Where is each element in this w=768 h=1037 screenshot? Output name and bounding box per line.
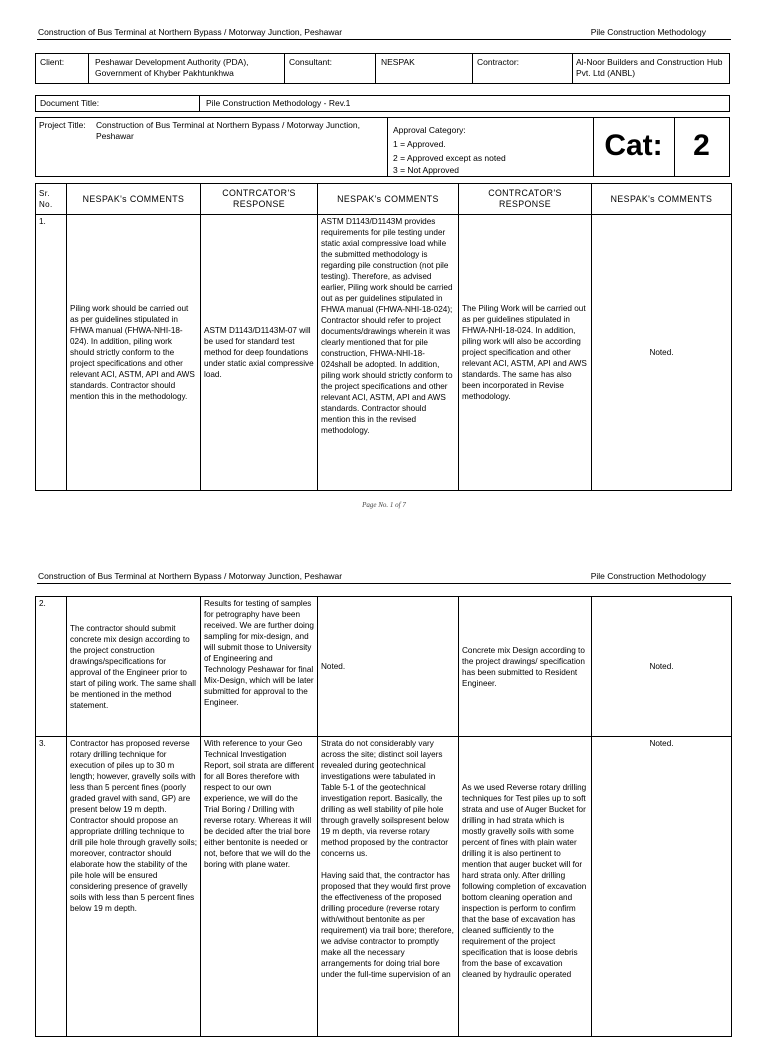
approval-option-1: 1 = Approved. <box>393 139 446 149</box>
nespak-comment-2: ASTM D1143/D1143M provides requirements for pile testing under static axial compressive load while the submitted methodology is regarding pile construction (not pile testing). Therefore, as advised earlier, Piling work should be carried out as per guidelines stipulated in FHWA manual (FHWA-NHI-18-024); Contractor should refer to project documents/drawings wherein it was clearly mentioned that for pile construction, FHWA-NHI-18-024shall be adopted. In addition, piling work should strictly conform to the project specifications and other relevant ACI, ASTM, API and AWS standards. Contractor should mention this in the revised methodology. <box>318 215 459 491</box>
cat-value: 2 <box>693 129 710 162</box>
client-value: Peshawar Development Authority (PDA), Government of Khyber Pakhtunkhwa <box>95 57 249 78</box>
nespak-comment-3: Noted. <box>592 737 732 1037</box>
col-sr-header: Sr. No. <box>36 184 67 215</box>
col-contractor-response-1: CONTRCATOR'S RESPONSE <box>201 184 318 215</box>
approval-option-3: 3 = Not Approved <box>393 165 459 175</box>
nespak-comment-2-para-1: Strata do not considerably vary across the site; distinct soil layers revealed during geotechnical investigations were tabulated in Table 5-1 of the geotechnical investigation report. Basically, the drilling as well stability of pile hole through gravelly soilspresent below 19 m depth, via reverse rotary method proposed by the contractor concerns us. <box>321 739 449 858</box>
nespak-comment-2: Noted. <box>318 597 459 737</box>
comments-table-page-1 <box>35 183 732 491</box>
document-title-box <box>35 95 730 112</box>
page-header-subtitle: Pile Construction Methodology <box>590 571 706 581</box>
table-row <box>36 597 732 737</box>
table-row <box>36 737 732 1037</box>
page-number: Page No. 1 of 7 <box>362 501 406 509</box>
approval-option-2: 2 = Approved except as noted <box>393 153 506 163</box>
page-header-title: Construction of Bus Terminal at Northern Bypass / Motorway Junction, Peshawar <box>38 27 343 37</box>
nespak-comment-2-para-2: Having said that, the contractor has proposed that they would first prove the effectiveness of the proposed drilling procedure (reverse rotary with/without bentonite as per requirement) via trail bore; therefore, we advise contractor to promptly make all the necessary arrangements for doing trial bore under the full-time supervision of an <box>321 871 454 979</box>
nespak-comment-1: Contractor has proposed reverse rotary drilling technique for execution of piles up to 30 m length; however, gravelly soils with less than 5 percent fines (poorly graded gravel with sand, GP) are present below 19 m depth. Contractor should propose an appropriate drilling technique to drill pile hole through gravelly soils; moreover, contractor should elaborate how the stability of the pile hole will be ensured considering presence of gravelly soils with less than 5 percent fines below 19 m depth. <box>67 737 201 1037</box>
approval-category-label: Approval Category: <box>393 125 466 135</box>
contractor-response-2: Concrete mix Design according to the project drawings/ specification has been submitted to Resident Engineer. <box>459 597 592 737</box>
col-nespak-comments-1: NESPAK's COMMENTS <box>67 184 201 215</box>
client-label: Client: <box>40 57 65 67</box>
row-number: 1. <box>36 215 67 491</box>
contractor-response-2: The Piling Work will be carried out as per guidelines stipulated in FHWA-NHI-18-024. In addition, piling work will also be according project specification and other relevant ACI, ASTM, API and AWS standards. The same has also been incorporated in Revise methodology. <box>459 215 592 491</box>
contractor-response-2 <box>459 737 592 1037</box>
contractor-value: Al-Noor Builders and Construction Hub Pvt. Ltd (ANBL) <box>576 57 723 78</box>
page-header-title: Construction of Bus Terminal at Northern Bypass / Motorway Junction, Peshawar <box>38 571 343 581</box>
nespak-comment-1: The contractor should submit concrete mix design according to the project construction drawings/specifications for approval of the Engineer prior to start of piling work. The same shall be mentioned in the method statement. <box>67 597 201 737</box>
contractor-response-1: Results for testing of samples for petrography have been received. We are further doing sampling for mix-design, and will submit those to University of Engineering and Technology Peshawar for final Mix-Design, which will be later submitted for approval to the Engineer. <box>201 597 318 737</box>
table-row <box>36 215 732 491</box>
nespak-comment-3: Noted. <box>592 597 732 737</box>
comments-table-page-2 <box>35 596 732 1037</box>
cat-label: Cat: <box>604 129 663 162</box>
nespak-comment-3: Noted. <box>592 215 732 491</box>
project-title-value: Construction of Bus Terminal at Northern Bypass / Motorway Junction, Peshawar <box>96 120 360 141</box>
page-header-subtitle: Pile Construction Methodology <box>590 27 706 37</box>
contractor-response-2-text: As we used Reverse rotary drilling techniques for Test piles up to soft strata and use of Auger Bucket for drilling in had strata which is mostly gravelly soils with some percent of fines with plain water drilling it is also pertinent to mention that auger bucket will for hard strata only. After drilling following completion of excavation bottom cleaning operation and inspection is perform to confirm that the base of excavation has cleaned sufficiently to the requirement of the project specification that is loose debris from the base of excavation cleaned by hydraulic operated <box>462 783 587 979</box>
row-number: 2. <box>36 597 67 737</box>
contractor-response-1: With reference to your Geo Technical Investigation Report, soil strata are different for all Bores therefore with respect to our own experience, we will do the Trial Boring / Drilling with reverse rotary. Whereas it will be decided after the trial bore either bentonite is needed or not, before that we will do the boring with plane water. <box>201 737 318 1037</box>
project-approval-box <box>35 117 730 177</box>
col-nespak-comments-3: NESPAK's COMMENTS <box>592 184 732 215</box>
col-nespak-comments-2: NESPAK's COMMENTS <box>318 184 459 215</box>
parties-box <box>35 53 730 84</box>
document-title-label: Document Title: <box>40 98 100 108</box>
project-title-label: Project Title: <box>39 120 86 130</box>
nespak-comment-2 <box>318 737 459 1037</box>
nespak-comment-1: Piling work should be carried out as per guidelines stipulated in FHWA manual (FHWA-NHI-18-024). In addition, piling work should strictly conform to the project specifications and other relevant ACI, ASTM, API and AWS standards. Contractor should mention this in the methodology. <box>67 215 201 491</box>
row-number: 3. <box>36 737 67 1037</box>
document-title-value: Pile Construction Methodology - Rev.1 <box>206 98 351 108</box>
consultant-value: NESPAK <box>381 57 415 67</box>
table-header-row <box>36 184 732 215</box>
header-rule <box>37 583 731 584</box>
col-contractor-response-2: CONTRCATOR'S RESPONSE <box>459 184 592 215</box>
contractor-label: Contractor: <box>477 57 520 67</box>
contractor-response-1: ASTM D1143/D1143M-07 will be used for standard test method for deep foundations under static axial compressive load. <box>201 215 318 491</box>
consultant-label: Consultant: <box>289 57 332 67</box>
header-rule <box>37 39 731 40</box>
